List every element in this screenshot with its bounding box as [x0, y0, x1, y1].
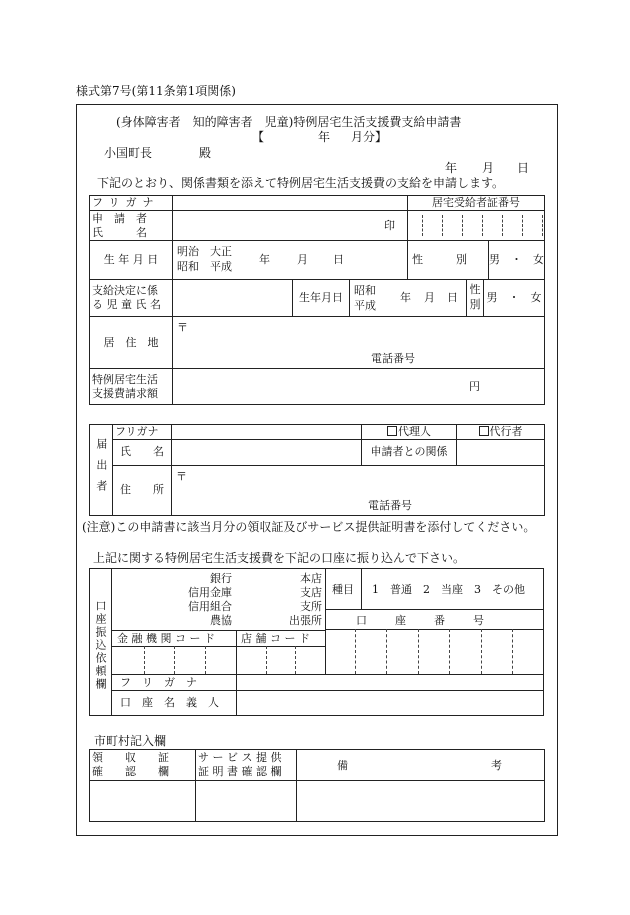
remarks-field[interactable]	[297, 781, 545, 822]
branch-type-honten: 本店	[300, 572, 322, 585]
account-holder-field[interactable]	[240, 692, 540, 714]
filer-phone-label: 電話番号	[368, 498, 412, 512]
yen-unit: 円	[469, 379, 481, 393]
account-kind-options[interactable]: 1 普通 2 当座 3 その他	[372, 583, 525, 596]
claim-label	[90, 369, 173, 405]
relation-field[interactable]	[457, 439, 545, 465]
bank-code-field[interactable]	[113, 648, 324, 674]
remarks-label	[297, 750, 545, 781]
branch-code-label: 店 舗 コ ー ド	[241, 632, 310, 645]
residence-phone-label: 電話番号	[371, 352, 415, 365]
bank-side-label: 口座振込依頼欄	[94, 600, 107, 691]
filer-postal-mark: 〒	[176, 469, 187, 483]
filer-address-label: 住 所	[113, 465, 172, 515]
birth-month: 月	[297, 253, 308, 266]
bank-type-shinkin: 信用金庫	[188, 586, 232, 599]
bank-type-bank: 銀行	[210, 572, 232, 585]
municipal-table	[89, 749, 545, 822]
era-line-1: 明治 大正	[177, 245, 232, 258]
child-birth-field[interactable]	[350, 280, 467, 316]
bank-furigana-label: フ リ ガ ナ	[120, 676, 197, 689]
branch-type-shiten: 支店	[300, 586, 322, 599]
claim-amount-field[interactable]	[173, 369, 545, 405]
birthdate-field[interactable]	[173, 241, 408, 280]
child-birth-label: 生年月日	[293, 280, 350, 317]
child-name-label-2: る 児 童 氏 名	[92, 298, 161, 311]
sex-label: 性 別	[408, 241, 489, 279]
service-check-label	[196, 750, 297, 781]
applicant-name-field[interactable]	[173, 211, 408, 241]
child-name-field[interactable]	[173, 280, 293, 317]
proxy-label: 代行者	[489, 425, 523, 438]
residence-label: 居 住 地	[90, 317, 173, 369]
account-kind-label: 種目	[332, 583, 354, 596]
branch-type-shisho: 支所	[300, 600, 322, 613]
filer-furigana-label: フリガナ	[113, 425, 172, 440]
cert-number-header: 居宅受給者証番号	[408, 196, 545, 211]
claim-label-1: 特例居宅生活	[92, 372, 158, 386]
attention-note: (注意)この申請書に該当月分の領収証及びサービス提供証明書を添付してください。	[82, 520, 536, 534]
title-bracket-open: 【	[252, 130, 265, 144]
receipt-check-label	[90, 750, 196, 781]
child-sex-value[interactable]: 男 ・ 女	[486, 291, 542, 305]
form-title: (身体障害者 知的障害者 児童)特例居宅生活支援費支給申請書	[116, 115, 462, 129]
date-year: 年	[445, 161, 458, 175]
bank-types-2	[240, 572, 322, 628]
birth-year: 年	[259, 253, 270, 266]
date-day: 日	[517, 161, 530, 175]
claim-label-2: 支援費請求額	[92, 386, 158, 400]
proxy-checkbox[interactable]	[479, 426, 489, 436]
sex-value[interactable]: 男 ・ 女	[489, 253, 545, 267]
era-line-2: 昭和 平成	[177, 259, 232, 273]
honorific: 殿	[199, 146, 212, 160]
sex-cell	[408, 241, 545, 280]
filer-address-field[interactable]	[172, 465, 545, 515]
date-month: 月	[482, 161, 495, 175]
intro-text: 下記のとおり、関係書類を添えて特例居宅生活支援費の支給を申請します。	[97, 176, 505, 190]
child-era-2: 平成	[354, 298, 376, 312]
account-holder-label: 口 座 名 義 人	[120, 696, 219, 709]
child-birth-sex-cell	[350, 280, 545, 317]
birth-day: 日	[333, 253, 344, 266]
bank-type-kumiai: 信用組合	[188, 600, 232, 613]
applicant-name-label	[90, 211, 173, 241]
bank-code-label: 金 融 機 関 コ ー ド	[117, 632, 215, 645]
service-label-2: 証 明 書 確 認 欄	[198, 765, 282, 778]
filer-name-field[interactable]	[172, 439, 362, 465]
child-sex-label-1: 性	[469, 283, 481, 296]
relation-label: 申請者との関係	[362, 439, 457, 465]
remarks-label-1: 備	[337, 759, 348, 772]
child-name-label	[90, 280, 173, 317]
birthdate-label: 生 年 月 日	[90, 241, 173, 280]
filer-name-label: 氏 名	[113, 439, 172, 465]
agent-checkbox[interactable]	[387, 426, 397, 436]
transfer-intro: 上記に関する特例居宅生活支援費を下記の口座に振り込んで下さい。	[93, 551, 466, 565]
child-birth-month: 月	[424, 291, 435, 304]
addressee: 小国町長	[104, 146, 153, 160]
residence-postal-mark: 〒	[177, 321, 188, 334]
form-number: 様式第7号(第11条第1項関係)	[76, 84, 236, 98]
applicant-table	[89, 195, 545, 405]
furigana-label: フリガナ	[90, 196, 173, 211]
filer-table	[89, 424, 545, 516]
residence-field[interactable]	[173, 317, 545, 369]
account-number-label: 口 座 番 号	[356, 614, 486, 627]
service-label-1: サ ー ビ ス 提 供	[198, 751, 282, 765]
title-month: 月分】	[351, 130, 388, 144]
proxy-option[interactable]	[457, 425, 545, 440]
remarks-label-2: 考	[491, 759, 502, 772]
child-birth-year: 年	[400, 291, 411, 304]
cert-number-field[interactable]	[408, 211, 545, 241]
applicant-name-label-2: 氏 名	[92, 225, 147, 239]
receipt-label-1: 領 収 証	[92, 751, 169, 765]
child-birth-day: 日	[447, 291, 458, 304]
branch-type-shucchojo: 出張所	[289, 614, 322, 627]
seal-mark: 印	[384, 218, 396, 232]
child-sex-label	[467, 280, 484, 316]
child-era-1: 昭和	[354, 284, 376, 297]
furigana-field[interactable]	[173, 196, 408, 211]
applicant-name-label-1: 申 請 者	[92, 211, 147, 225]
bank-type-nokyo: 農協	[210, 614, 232, 627]
filer-side-label-text: 届出者	[94, 438, 108, 502]
receipt-label-2: 確 認 欄	[92, 765, 169, 778]
title-year: 年	[318, 130, 331, 144]
child-sex-label-2: 別	[469, 297, 481, 311]
agent-option[interactable]	[362, 425, 457, 440]
child-name-label-1: 支給決定に係	[92, 284, 158, 298]
filer-side-label	[90, 425, 113, 516]
filer-furigana-field[interactable]	[172, 425, 362, 440]
municipal-section-label: 市町村記入欄	[94, 734, 167, 748]
service-check-field[interactable]	[196, 781, 297, 822]
bank-types-1	[110, 572, 232, 628]
receipt-check-field[interactable]	[90, 781, 196, 822]
agent-label: 代理人	[398, 425, 431, 438]
